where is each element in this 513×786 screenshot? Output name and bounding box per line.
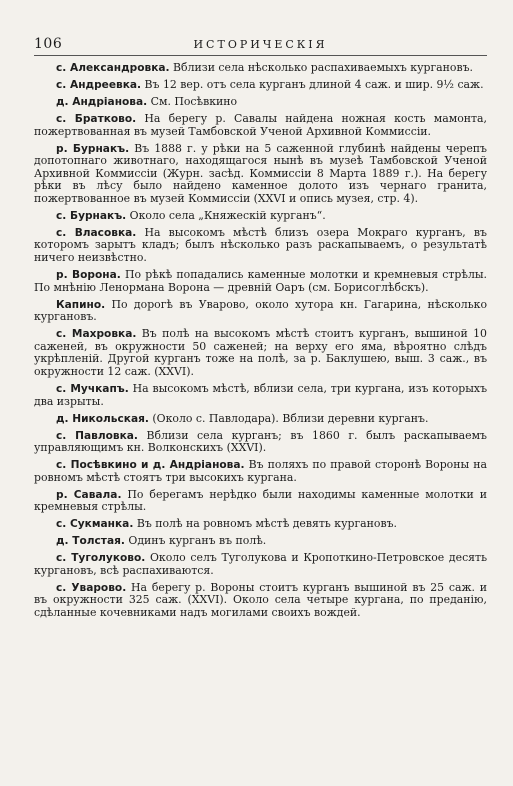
entry-text: Около селъ Туголукова и Кропоткино-Петровское десять кургановъ, всѣ распахиваются. [34,551,487,577]
entry-text: Вблизи села курганъ; въ 1860 г. былъ раскапываемъ управляющимъ кн. Волконскихъ (XXVI). [34,428,487,455]
entry [34,383,487,408]
entry [34,552,487,577]
entry-keyword: д. Никольская. [56,412,149,425]
entry-text: (Около с. Павлодара). Вблизи деревни курганъ. [148,411,429,425]
entry [34,210,487,223]
entry-keyword: Капино. [56,298,106,311]
entry [34,62,487,75]
entry-keyword: с. Александровка. [56,62,170,74]
entry-text: На высокомъ мѣстѣ, вблизи села, три кургана, изъ которыхъ два изрыты. [34,381,487,408]
entry-keyword: с. Сукманка. [56,518,134,531]
entry-text: По рѣкѣ попадались каменные молотки и кремневыя стрѣлы. По мнѣнію Ленормана Ворона — древній Оаръ (см. Борисоглѣбскъ). [34,268,488,294]
entry-text: Въ полѣ на ровномъ мѣстѣ девять кургановъ. [133,517,398,531]
entry-text: По дорогѣ въ Уварово, около хутора кн. Гагарина, нѣсколько кургановъ. [34,297,487,324]
running-title: ИСТОРИЧЕСКІЯ [193,38,328,51]
entry [34,113,487,138]
entry [34,459,487,484]
entry-text: На берегу р. Савалы найдена ножная кость мамонта, пожертвованная въ музей Тамбовской Ученой Архивной Коммиссіи. [34,111,488,138]
entry-text: Въ поляхъ по правой сторонѣ Вороны на ровномъ мѣстѣ стоятъ три высокихъ кургана. [34,458,487,484]
entry [34,518,487,531]
entry-keyword: с. Бурнакъ. [56,209,127,222]
entry-text: Около села „Княжескій курганъ“. [126,208,326,222]
entry [34,96,487,109]
entry-keyword: с. Братково. [56,112,137,125]
entry-keyword: с. Власовка. [56,226,137,239]
entry [34,328,487,378]
entry-text: См. Посѣвкино [147,94,238,108]
entry [34,413,487,426]
page-header [34,36,487,56]
entry-keyword: с. Мучкапъ. [56,382,129,395]
entry [34,535,487,548]
entry-text: Въ полѣ на высокомъ мѣстѣ стоитъ курганъ, вышиной 10 саженей, въ окружности 50 саженей; на верху его яма, вѣроятно слѣдъ укрѣпленій. Другой курганъ тоже на полѣ, за р. Баклушею, выш. 3 саж., въ окружности 12 саж. (XXVI). [34,327,487,378]
entry-keyword: с. Посѣвкино и д. Андріанова. [56,459,245,472]
entry [34,582,487,620]
entry [34,430,487,455]
entry-text: На берегу р. Вороны стоитъ курганъ вышиной въ 25 саж. и въ окружности 325 саж. (XXVI). Около села четыре кургана, по преданію, сдѣланные кочевниками надъ могилами своихъ вождей. [34,580,487,619]
entry-text: Въ 12 вер. отъ села курганъ длиной 4 саж. и шир. 9½ саж. [141,77,484,91]
entry-keyword: с. Туголуково. [56,552,146,565]
entry-text: Въ 1888 г. у рѣки на 5 саженной глубинѣ найдены черепъ допотопнаго животнаго, находящагося нынѣ въ музеѣ Тамбовской Ученой Архивной Коммиссіи (Журн. засѣд. Коммиссіи 8 Марта 1889 г.). На берегу рѣки въ лѣсу было найдено каменное долото изъ чернаго гранита, пожертвованное въ музей Коммиссіи (XXVI и опись музея, стр. 4). [34,141,487,205]
entry-keyword: с. Павловка. [56,429,138,442]
entry-text: Вблизи села нѣсколько распахиваемыхъ кургановъ. [169,61,473,74]
entry-keyword: с. Махровка. [56,328,137,341]
entry-keyword: с. Уварово. [56,581,127,594]
entry-keyword: д. Толстая. [56,535,125,548]
entry [34,227,487,265]
entry-keyword: р. Савала. [56,488,122,501]
entry-text: На высокомъ мѣстѣ близъ озера Мокраго курганъ, въ которомъ зарытъ кладъ; былъ нѣсколько разъ раскапываемъ, о результатѣ ничего неизвѣстно. [34,225,487,265]
entries-list [34,62,487,620]
entry-keyword: р. Бурнакъ. [56,142,130,155]
entry-keyword: с. Андреевка. [56,78,142,91]
entry-text: Одинъ курганъ въ полѣ. [124,534,267,548]
entry-keyword: р. Ворона. [56,269,121,282]
entry [34,269,487,294]
entry [34,299,487,324]
entry-keyword: д. Андріанова. [56,95,148,108]
entry [34,143,487,206]
entry [34,79,487,92]
entry-text: По берегамъ нерѣдко были находимы каменные молотки и кремневыя стрѣлы. [34,487,487,514]
entry [34,489,487,514]
page-number: 106 [34,36,63,52]
